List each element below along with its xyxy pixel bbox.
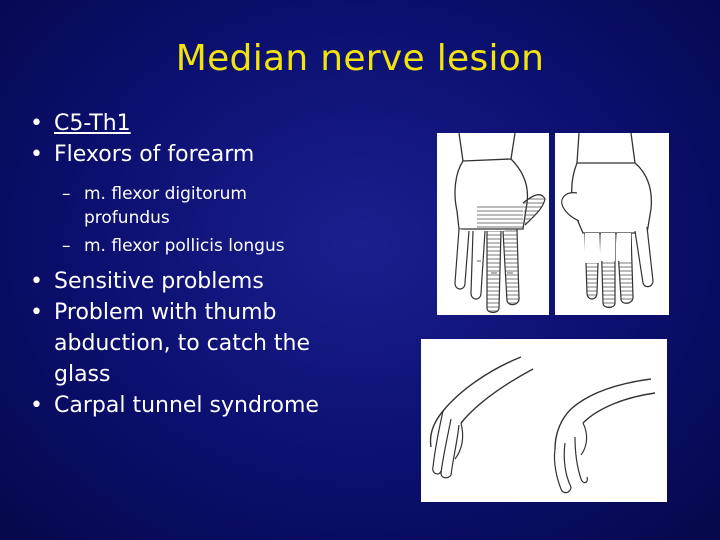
arm-posture-illustration [421,339,667,502]
bullet-text: Problem with thumb [54,300,277,325]
sub-bullet-marker: – [62,236,71,256]
arm-posture-drawing [421,339,667,502]
sub-bullet-text: m. flexor digitorum [84,184,247,204]
bullet-text: Carpal tunnel syndrome [54,393,319,418]
bullet-item [30,297,410,390]
bullet-item [30,390,410,421]
bullet-marker: • [30,111,43,136]
bullet-marker: • [30,300,43,325]
sub-bullet-item [30,234,410,258]
bullet-item [30,139,410,170]
hand-dorsal-drawing [555,133,669,315]
bullet-item [30,266,410,297]
slide-title: Median nerve lesion [175,38,545,79]
bullet-marker: • [30,393,43,418]
sub-bullet-marker: – [62,184,71,204]
bullet-list [30,108,410,421]
hand-sensory-illustration [437,133,549,315]
bullet-text: Sensitive problems [54,269,264,294]
bullet-marker: • [30,142,43,167]
bullet-marker: • [30,269,43,294]
sub-bullet-item [30,182,410,230]
bullet-text: C5-Th1 [54,111,131,136]
bullet-text: Flexors of forearm [54,142,255,167]
sub-bullet-text: m. flexor pollicis longus [84,236,285,256]
sub-bullet-text: profundus [84,208,170,228]
bullet-item [30,108,410,139]
hand-sensory-drawing [437,133,549,315]
bullet-text: glass [54,362,111,387]
hand-dorsal-illustration [555,133,669,315]
bullet-text: abduction, to catch the [54,331,310,356]
